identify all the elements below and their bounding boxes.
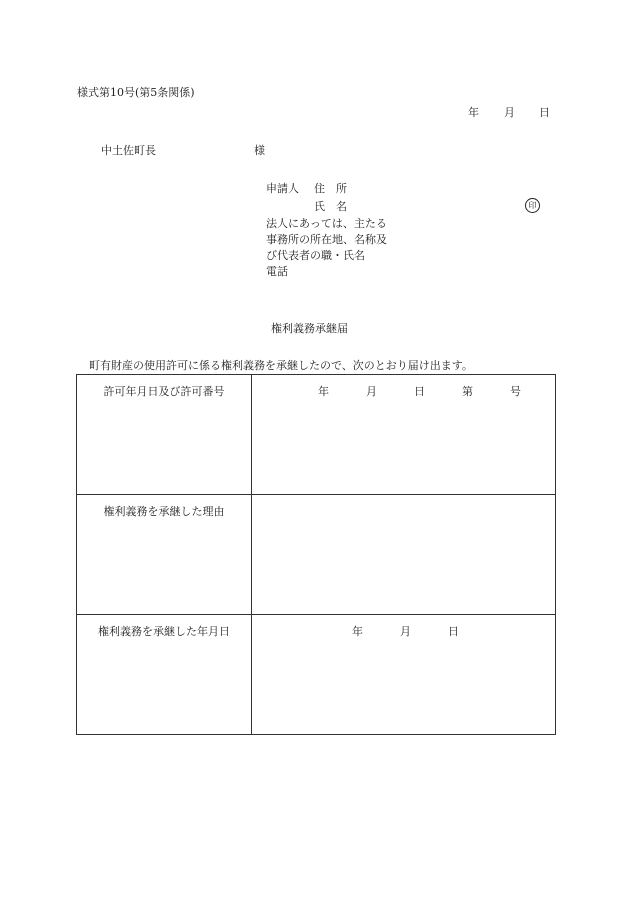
permit-number-suffix: 号 [510, 385, 521, 398]
address-label: 住 所 [314, 182, 347, 195]
intro-text: 町有財産の使用許可に係る権利義務を承継したので、次のとおり届け出ます。 [89, 359, 473, 372]
succession-date-field [252, 615, 556, 735]
row-label: 権利義務を承継した理由 [77, 495, 252, 615]
addressee-name: 中土佐町長 [101, 144, 156, 157]
succession-month-label: 月 [400, 625, 411, 638]
date-day: 日 [539, 106, 550, 119]
addressee-honorific: 様 [254, 144, 265, 157]
succession-reason-field [252, 495, 556, 615]
permit-month-label: 月 [366, 385, 377, 398]
corporate-note-line-1: 法人にあっては、主たる [266, 217, 387, 230]
seal-mark: 印 [525, 198, 540, 213]
form-number: 様式第10号(第5条関係) [77, 86, 195, 99]
date-month: 月 [504, 106, 515, 119]
row-label: 権利義務を承継した年月日 [77, 615, 252, 735]
row-label: 許可年月日及び許可番号 [77, 375, 252, 495]
permit-year-label: 年 [318, 385, 329, 398]
permit-number-prefix: 第 [462, 385, 473, 398]
date-year: 年 [468, 106, 479, 119]
applicant-label: 申請人 [266, 182, 299, 195]
succession-day-label: 日 [448, 625, 459, 638]
table-row [77, 495, 556, 615]
table-row [77, 615, 556, 735]
succession-year-label: 年 [352, 625, 363, 638]
details-table [76, 374, 556, 735]
corporate-note-line-2: 事務所の所在地、名称及 [266, 233, 387, 246]
permit-day-label: 日 [414, 385, 425, 398]
table-row [77, 375, 556, 495]
corporate-note-line-3: び代表者の職・氏名 [266, 249, 365, 262]
name-label: 氏 名 [314, 200, 347, 213]
phone-label: 電話 [266, 265, 288, 278]
permit-date-number-field [252, 375, 556, 495]
document-title: 権利義務承継届 [271, 322, 348, 335]
